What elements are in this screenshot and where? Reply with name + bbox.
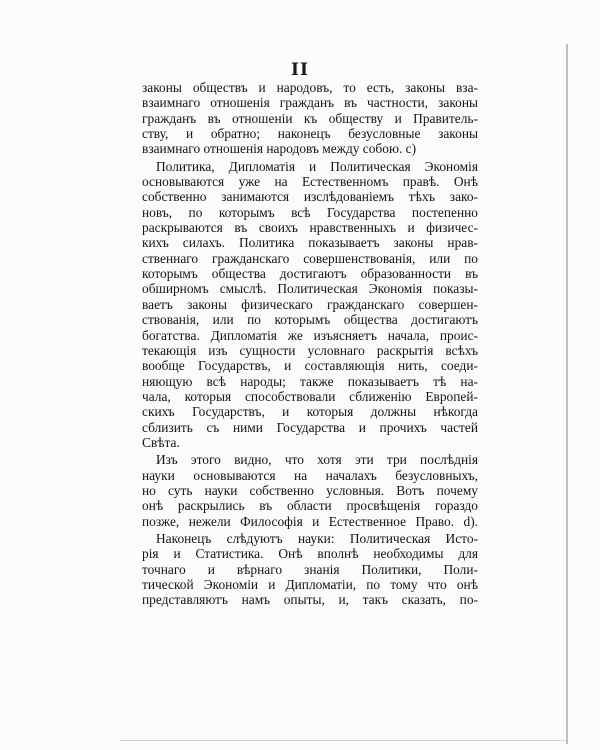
text-line: собственно занимаются изслѣдованіемъ тѣхъ зако- <box>142 189 478 205</box>
body-text <box>142 80 478 608</box>
text-line: гражданъ въ отношеніи къ обществу и Правитель- <box>142 110 478 126</box>
text-line: ваетъ законы физическаго гражданскаго совершен- <box>142 296 478 312</box>
text-line: текающія изъ сущности условнаго раскрытія всѣхъ <box>142 342 478 358</box>
text-line: чала, которыя способствовали сближенію Европей- <box>142 388 478 404</box>
text-line: рія и Статистика. Онѣ вполнѣ необходимы для <box>142 546 478 562</box>
text-line: Политика, Дипломатія и Политическая Экономія <box>156 158 478 174</box>
page-edge-shadow <box>566 44 568 744</box>
page-bottom-edge <box>120 740 566 741</box>
text-line: законы обществъ и народовъ, то есть, законы вза- <box>142 80 478 95</box>
paragraph-3 <box>142 452 478 529</box>
paragraph-4 <box>142 531 478 608</box>
text-line: ственнаго гражданскаго совершенствованія, или по <box>142 250 478 266</box>
text-line: представляютъ намъ опыты, и, такъ сказать, по- <box>142 592 478 608</box>
text-line: тической Экономіи и Дипломатіи, по тому что онѣ <box>142 577 478 592</box>
paragraph-1 <box>142 80 478 157</box>
text-line: основываются уже на Естественномъ правѣ. Онѣ <box>142 174 478 190</box>
text-line: кихъ силахъ. Политика показываетъ законы нрав- <box>142 235 478 251</box>
text-line: новъ, по которымъ всѣ Государства постепенно <box>142 204 478 220</box>
text-line: но суть науки собственно условныя. Вотъ почему <box>142 482 478 498</box>
text-line: взаимнаго отношенія гражданъ въ частности, законы <box>142 95 478 111</box>
text-line: богатства. Дипломатія же изъясняетъ начала, проис- <box>142 327 478 343</box>
text-line: Наконецъ слѣдуютъ науки: Политическая Исто- <box>156 530 478 546</box>
text-line: Свѣта. <box>142 434 180 450</box>
text-line: скихъ Государствъ, и которыя должны нѣкогда <box>142 404 478 420</box>
text-line: взаимнаго отношенія народовъ между собою. c) <box>142 141 417 157</box>
paragraph-2 <box>142 159 478 451</box>
text-line: науки основываются на началахъ безусловныхъ, <box>142 467 478 483</box>
text-line: обширномъ смыслѣ. Политическая Экономія показы- <box>142 281 478 297</box>
text-line: которымъ общества достигаютъ образованности въ <box>142 266 478 282</box>
text-line: вообще Государствъ, и составляющія нить, соеди- <box>142 358 478 374</box>
text-line: точнаго и вѣрнаго знанія Политики, Поли- <box>142 561 478 577</box>
text-line: сблизить съ ними Государства и прочихъ частей <box>142 419 478 435</box>
text-line: ствованія, или по которымъ общества достигаютъ <box>142 312 478 328</box>
text-line: раскрываются въ своихъ нравственныхъ и физичес- <box>142 220 478 236</box>
text-line: Изъ этого видно, что хотя эти три послѣднія <box>156 452 478 468</box>
text-line: няющую всѣ народы; также показываетъ тѣ на- <box>142 373 478 389</box>
text-line: позже, нежели Философія и Естественное Право. d). <box>142 513 478 529</box>
text-line: онѣ раскрылись въ области просвѣщенія гораздо <box>142 498 478 514</box>
page-number: II <box>291 60 309 80</box>
text-line: ству, и обратно; наконецъ безусловные законы <box>142 126 478 142</box>
